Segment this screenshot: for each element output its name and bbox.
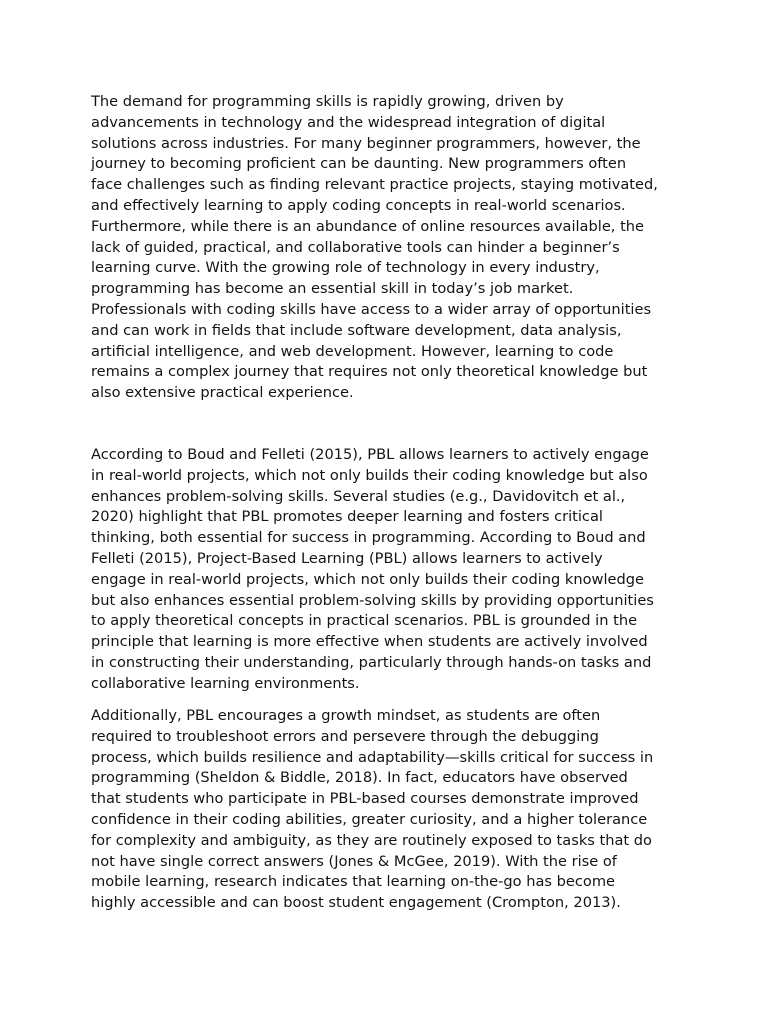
paragraph-intro: The demand for programming skills is rapidly growing, driven by advancements in technology and the widespread integration of digital solutions across industries. For many beginner programmers, however, the journey to becoming proficient can be daunting. New programmers often face challenges such as finding relevant practice projects, staying motivated, and effectively learning to apply coding concepts in real-world scenarios. Furthermore, while there is an abundance of online resources available, the lack of guided, practical, and collaborative tools can hinder a beginner’s learning curve. With the growing role of technology in every industry, programming has become an essential skill in today’s job market. Professionals with coding skills have access to a wider array of opportunities and can work in fields that include software development, data analysis, artificial intelligence, and web development. However, learning to code remains a complex journey that requires not only theoretical knowledge but also extensive practical experience.: [91, 93, 658, 402]
paragraph-growth-mindset: Additionally, PBL encourages a growth mindset, as students are often required to troubleshoot errors and persevere through the debugging process, which builds resilience and adaptability—skills critical for success in programming (Sheldon & Biddle, 2018). In fact, educators have observed that students who participate in PBL-based courses demonstrate improved confidence in their coding abilities, greater curiosity, and a higher tolerance for complexity and ambiguity, as they are routinely exposed to tasks that do not have single correct answers (Jones & McGee, 2019). With the rise of mobile learning, research indicates that learning on-the-go has become highly accessible and can boost student engagement (Crompton, 2013).: [91, 707, 654, 912]
paragraph-pbl-overview: According to Boud and Felleti (2015), PBL allows learners to actively engage in real-world projects, which not only builds their coding knowledge but also enhances problem-solving skills. Several studies (e.g., Davidovitch et al., 2020) highlight that PBL promotes deeper learning and fosters critical thinking, both essential for success in programming. According to Boud and Felleti (2015), Project-Based Learning (PBL) allows learners to actively engage in real-world projects, which not only builds their coding knowledge but also enhances essential problem-solving skills by providing opportunities to apply theoretical concepts in practical scenarios. PBL is grounded in the principle that learning is more effective when students are actively involved in constructing their understanding, particularly through hands-on tasks and collaborative learning environments.: [91, 446, 654, 692]
